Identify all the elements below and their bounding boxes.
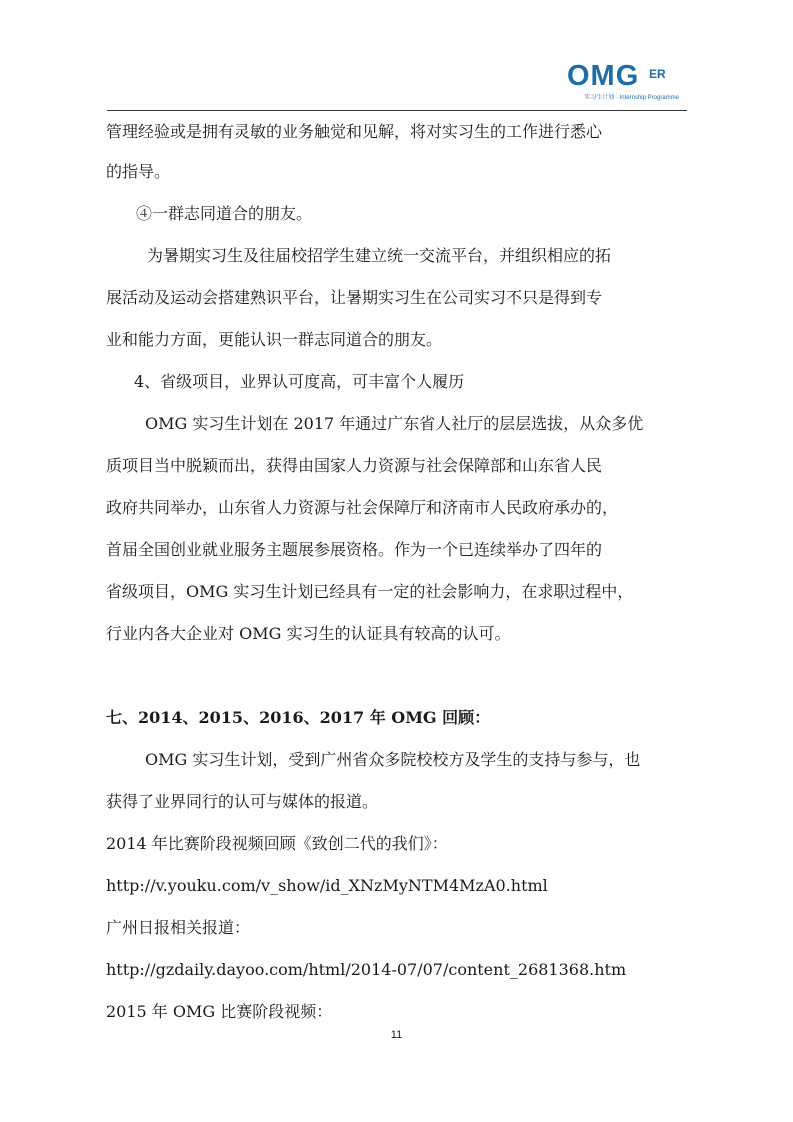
body-line-10: 政府共同举办，山东省人力资源与社会保障厅和济南市人民政府承办的，: [106, 498, 619, 517]
body-line-1: 管理经验或是拥有灵敏的业务触觉和见解，将对实习生的工作进行悉心: [106, 122, 603, 141]
body-line-16: 获得了业界同行的认可与媒体的报道。: [106, 792, 379, 811]
body-line-7: 4、省级项目，业界认可度高，可丰富个人履历: [134, 372, 465, 391]
body-line-9: 质项目当中脱颖而出，获得由国家人力资源与社会保障部和山东省人民: [106, 456, 603, 475]
body-line-12: 省级项目，OMG 实习生计划已经具有一定的社会影响力，在求职过程中，: [106, 582, 634, 601]
body-line-5: 展活动及运动会搭建熟识平台，让暑期实习生在公司实习不只是得到专: [106, 288, 603, 307]
omg-logo: [559, 58, 679, 104]
body-line-19: 广州日报相关报道：: [106, 918, 251, 937]
body-line-4: 为暑期实习生及往届校招学生建立统一交流平台，并组织相应的拓: [147, 246, 612, 265]
logo-superscript: ER: [649, 67, 666, 81]
body-line-11: 首届全国创业就业服务主题展参展资格。作为一个已连续举办了四年的: [106, 540, 603, 559]
body-line-15: OMG 实习生计划，受到广州省众多院校校方及学生的支持与参与，也: [145, 750, 641, 769]
logo-subtitle: 实习生计划 · Internship Programme: [584, 95, 679, 101]
body-line-13: 行业内各大企业对 OMG 实习生的认证具有较高的认可。: [106, 624, 511, 643]
body-line-2: 的指导。: [106, 162, 171, 181]
body-line-17: 2014 年比赛阶段视频回顾《致创二代的我们》：: [106, 834, 448, 853]
video-link-2014[interactable]: http://v.youku.com/v_show/id_XNzMyNTM4MzA0.html: [106, 876, 548, 895]
body-line-21: 2015 年 OMG 比赛阶段视频：: [106, 1002, 333, 1021]
body-line-6: 业和能力方面，更能认识一群志同道合的朋友。: [106, 330, 443, 349]
section-heading: 七、2014、2015、2016、2017 年 OMG 回顾：: [106, 708, 491, 727]
gzdaily-link[interactable]: http://gzdaily.dayoo.com/html/2014-07/07/content_2681368.htm: [106, 960, 627, 979]
page-header: [107, 52, 687, 111]
logo-main-text: OMG: [567, 60, 640, 92]
body-line-3: ④一群志同道合的朋友。: [136, 204, 313, 223]
body-line-8: OMG 实习生计划在 2017 年通过广东省人社厅的层层选拔，从众多优: [145, 414, 644, 433]
page-number: 11: [390, 1029, 403, 1041]
